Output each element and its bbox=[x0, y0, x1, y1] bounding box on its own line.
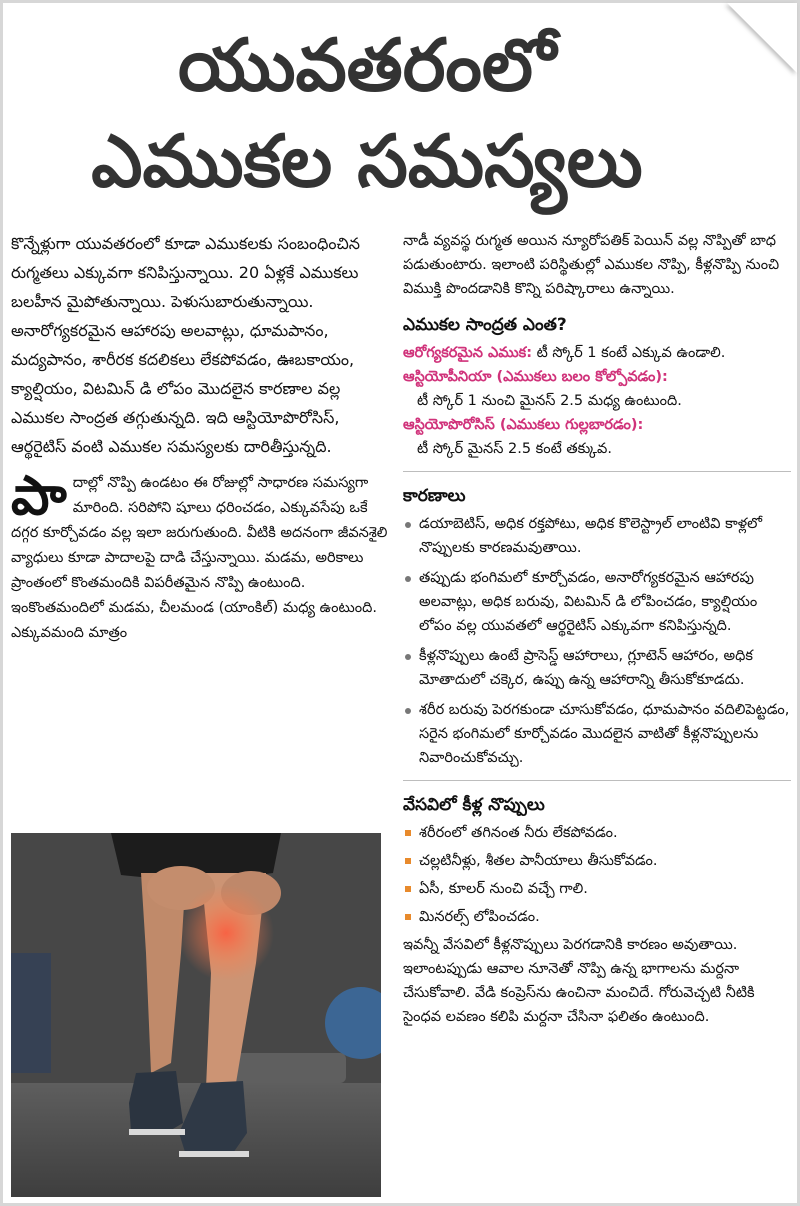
causes-item: తప్పుడు భంగిమలో కూర్చోవడం, అనారోగ్యకరమైన ఆహారపు అలవాట్లు, అధిక బరువు, విటమిన్ డి లోపించడం, క్యాల్షియం లోపం వల్ల యువతలో ఆర్థరైటిస్ ఎక్కువగా కనిపిస్తున్నది. bbox=[403, 566, 791, 638]
density-osteopenia bbox=[403, 365, 791, 413]
summer-item: చల్లటినీళ్లు, శీతల పానీయాలు తీసుకోవడం. bbox=[403, 849, 791, 873]
intro-paragraph: కొన్నేళ్లుగా యువతరంలో కూడా ఎముకలకు సంబంధించిన రుగ్మతలు ఎక్కువగా కనిపిస్తున్నాయి. 20 ఏళ్లకే ఎముకలు బలహీన మైపోతున్నాయి. పెళుసుబారుతున్నాయి. అనారోగ్యకరమైన ఆహారపు అలవాట్లు, ధూమపానం, మద్యపానం, శారీరక కదలికలు లేకపోవడం, ఊబకాయం, క్యాల్షియం, విటమిన్ డి లోపం మొదలైన కారణాల వల్ల ఎముకల సాంద్రత తగ్గుతున్నది. ఇది ఆస్టియోపొరోసిస్, ఆర్థరైటిస్ వంటి ఎముకల సమస్యలకు దారితీస్తున్నది. bbox=[11, 234, 360, 456]
density-osteopenia-label: ఆస్టియోపీనియా (ఎముకలు బలం కోల్పోవడం): bbox=[403, 369, 668, 385]
summer-closing-paragraph: ఇవన్నీ వేసవిలో కీళ్లనొప్పులు పెరగడానికి కారణం అవుతాయి. ఇలాంటప్పుడు ఆవాల నూనెతో నొప్పి ఉన్న భాగాలను మర్దనా చేసుకోవాలి. వేడి కంప్రెస్‌ను ఉంచినా మంచిదే. గోరువెచ్చటి నీటికి సైంధవ లవణం కలిపి మర్దనా చేసినా ఫలితం ఉంటుంది. bbox=[403, 937, 755, 1025]
causes-item: శరీర బరువు పెరగకుండా చూసుకోవడం, ధూమపానం వదిలిపెట్టడం, సరైన భంగిమలో కూర్చోవడం మొదలైన వాటితో కీళ్లనొప్పులను నివారించుకోవచ్చు. bbox=[403, 698, 791, 770]
summer-item: ఏసీ, కూలర్ నుంచి వచ్చే గాలి. bbox=[403, 877, 791, 901]
title-line-2: ఎముకల సమస్యలు bbox=[91, 119, 643, 203]
summer-heading: వేసవిలో కీళ్ల నొప్పులు bbox=[403, 795, 545, 815]
density-healthy bbox=[403, 341, 791, 365]
article-title bbox=[27, 17, 707, 209]
drop-cap: పా bbox=[11, 464, 67, 527]
page-fold-corner bbox=[727, 3, 797, 73]
knee-pain-illustration bbox=[11, 833, 381, 1197]
causes-list bbox=[403, 512, 791, 770]
section-divider-1 bbox=[403, 471, 791, 472]
section-divider-2 bbox=[403, 780, 791, 781]
title-line-1: యువతరంలో bbox=[177, 23, 556, 107]
causes-item: డయాబెటిస్, అధిక రక్తపోటు, అధిక కొలెస్ట్రాల్ లాంటివి కాళ్లలో నొప్పులకు కారణమవుతాయి. bbox=[403, 512, 791, 560]
second-paragraph-text: దాల్లో నొప్పి ఉండటం ఈ రోజుల్లో సాధారణ సమస్యగా మారింది. సరిపోని షూలు ధరించడం, ఎక్కువసేపు ఒకే దగ్గర కూర్చోవడం వల్ల ఇలా జరుగుతుంది. వీటికి అదనంగా జీవనశైలి వ్యాధులు కూడా పాదాలపై దాడి చేస్తున్నాయి. మడమ, అరికాలు ప్రాంతంలో కొంతమందికి విపరీతమైన నొప్పి ఉంటుంది. ఇంకొంతమందిలో మడమ, చీలమండ (యాంకిల్) మధ్య ఉంటుంది. ఎక్కువమంది మాత్రం bbox=[11, 475, 388, 641]
density-heading: ఎముకల సాంద్రత ఎంత? bbox=[403, 315, 567, 335]
left-column bbox=[11, 229, 391, 646]
density-healthy-label: ఆరోగ్యకరమైన ఎముక: bbox=[403, 345, 533, 361]
knee-pain-photo bbox=[11, 833, 381, 1197]
summer-item: శరీరంలో తగినంత నీరు లేకపోవడం. bbox=[403, 821, 791, 845]
summer-list bbox=[403, 821, 791, 929]
density-osteopenia-text: టీ స్కోర్ 1 నుంచి మైనస్ 2.5 మధ్య ఉంటుంది. bbox=[417, 393, 682, 409]
density-osteoporosis-label: ఆస్టియోపొరోసిస్ (ఎముకలు గుల్లబారడం): bbox=[403, 417, 644, 433]
summer-item: మినరల్స్ లోపించడం. bbox=[403, 905, 791, 929]
right-intro-paragraph: నాడీ వ్యవస్థ రుగ్మత అయిన న్యూరోపతిక్ పెయిన్ వల్ల నొప్పితో బాధ పడుతుంటారు. ఇలాంటి పరిస్థితుల్లో ఎముకల నొప్పి, కీళ్లనొప్పి నుంచి విముక్తి పొందడానికి కొన్ని పరిష్కారాలు ఉన్నాయి. bbox=[403, 233, 780, 297]
second-paragraph bbox=[11, 464, 391, 646]
density-osteoporosis-text: టీ స్కోర్ మైనస్ 2.5 కంటే తక్కువ. bbox=[417, 441, 612, 457]
right-column bbox=[403, 229, 791, 1037]
causes-heading: కారణాలు bbox=[403, 486, 466, 506]
density-osteoporosis bbox=[403, 413, 791, 461]
causes-item: కీళ్లనొప్పులు ఉంటే ప్రాసెస్డ్ ఆహారాలు, గ్లూటెన్ ఆహారం, అధిక మోతాదులో చక్కెర, ఉప్పు ఉన్న ఆహారాన్ని తీసుకోకూడదు. bbox=[403, 644, 791, 692]
density-healthy-text: టీ స్కోర్ 1 కంటే ఎక్కువ ఉండాలి. bbox=[536, 345, 726, 361]
